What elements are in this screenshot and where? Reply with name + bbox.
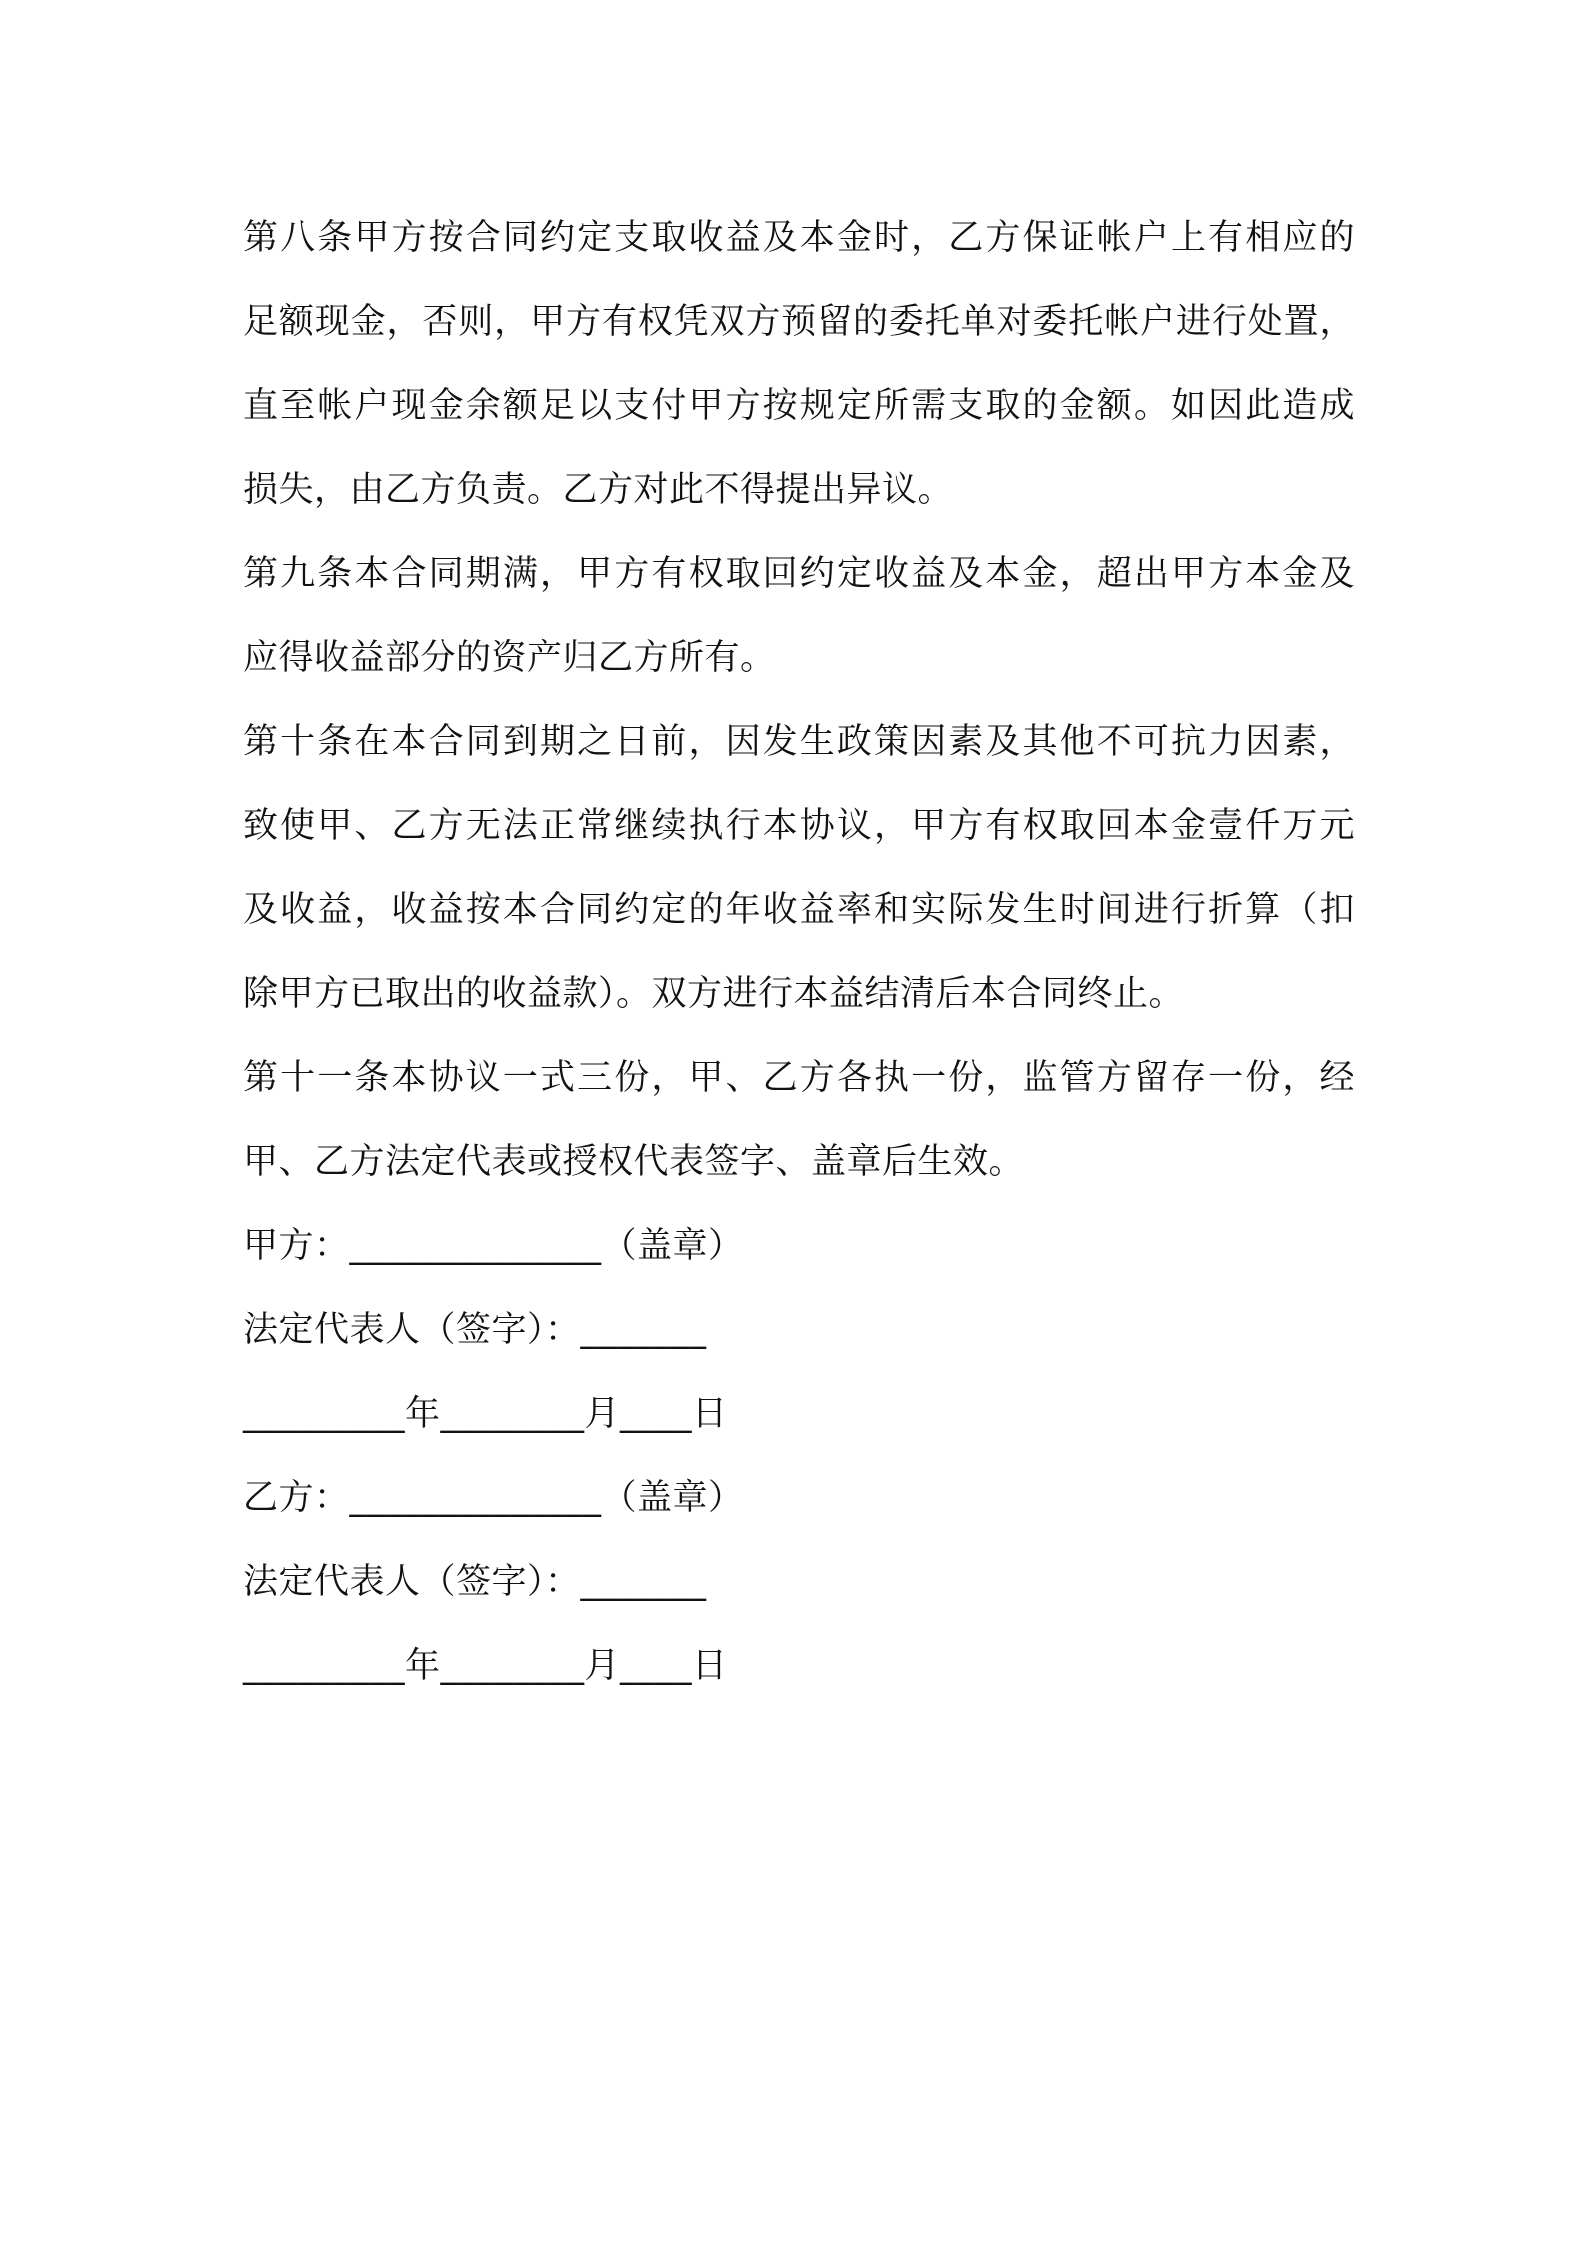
party-b-signature-line: 乙方：______________（盖章） [243,1478,744,1518]
article-9-line-1: 第九条本合同期满，甲方有权取回约定收益及本金，超出甲方本金及 [243,554,1355,594]
article-10-line-3: 及收益，收益按本合同约定的年收益率和实际发生时间进行折算（扣 [243,890,1355,930]
contract-body [243,196,1355,1708]
article-10-line-2: 致使甲、乙方无法正常继续执行本协议，甲方有权取回本金壹仟万元 [243,806,1355,846]
article-11-line-2: 甲、乙方法定代表或授权代表签字、盖章后生效。 [243,1142,1025,1182]
article-9-line-2: 应得收益部分的资产归乙方所有。 [243,638,776,678]
party-a-signature-line: 甲方：______________（盖章） [243,1226,744,1266]
article-10-line-1: 第十条在本合同到期之日前，因发生政策因素及其他不可抗力因素， [243,722,1355,762]
article-11-line-1: 第十一条本协议一式三份，甲、乙方各执一份，监管方留存一份，经 [243,1058,1355,1098]
article-8-line-3: 直至帐户现金余额足以支付甲方按规定所需支取的金额。如因此造成 [243,386,1355,426]
article-10-line-4: 除甲方已取出的收益款）。双方进行本益结清后本合同终止。 [243,974,1185,1014]
party-b-representative-line: 法定代表人（签字）：_______ [243,1562,707,1602]
article-8-line-2: 足额现金，否则，甲方有权凭双方预留的委托单对委托帐户进行处置， [243,302,1355,342]
party-a-date-line: _________年________月____日 [243,1394,728,1434]
party-a-representative-line: 法定代表人（签字）：_______ [243,1310,707,1350]
article-8-line-1: 第八条甲方按合同约定支取收益及本金时，乙方保证帐户上有相应的 [243,218,1355,258]
article-8-line-4: 损失，由乙方负责。乙方对此不得提出异议。 [243,470,954,510]
party-b-date-line: _________年________月____日 [243,1646,728,1686]
